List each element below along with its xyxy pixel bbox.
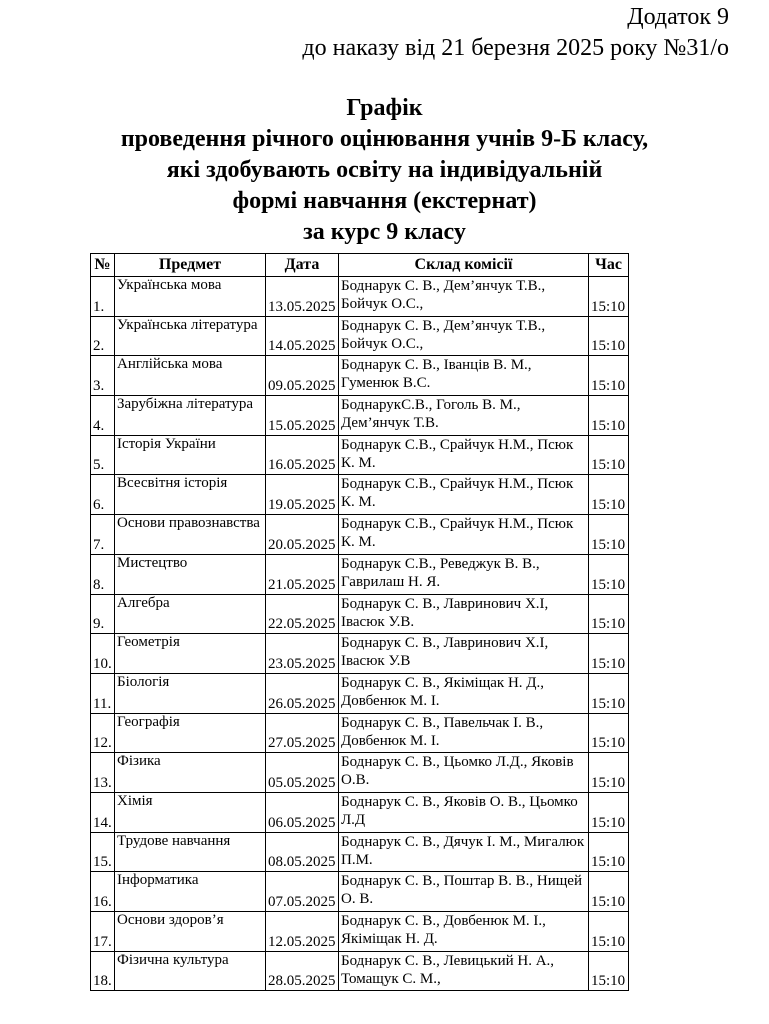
date-cell: 14.05.2025 [266,316,339,356]
subject-cell: Фізика [115,753,266,793]
schedule-table-body [91,277,629,991]
table-row [91,316,629,356]
annex-number: Додаток 9 [627,4,729,30]
row-number: 7. [91,515,115,555]
commission-cell: Боднарук С. В., Павельчак І. В., Довбенюк М. І. [339,713,589,753]
subject-cell: Зарубіжна література [115,396,266,436]
commission-cell: Боднарук С. В., Цьомко Л.Д., Яковів О.В. [339,753,589,793]
title-line: за курс 9 класу [303,219,466,245]
title-line: проведення річного оцінювання учнів 9-Б класу, [120,126,649,152]
date-cell: 26.05.2025 [266,673,339,713]
row-number: 3. [91,356,115,396]
subject-cell: Українська література [115,316,266,356]
subject-cell: Інформатика [115,872,266,912]
time-cell: 15:10 [589,515,629,555]
table-row [91,554,629,594]
commission-cell: Боднарук С. В., Іванців В. М., Гуменюк В.С. [339,356,589,396]
row-number: 2. [91,316,115,356]
table-row [91,356,629,396]
subject-cell: Англійська мова [115,356,266,396]
row-number: 1. [91,277,115,317]
date-cell: 07.05.2025 [266,872,339,912]
date-cell: 23.05.2025 [266,634,339,674]
commission-cell: Боднарук С. В., Дячук І. М., Мигалюк П.М. [339,832,589,872]
table-row [91,475,629,515]
table-row [91,951,629,991]
schedule-table [90,253,629,991]
row-number: 12. [91,713,115,753]
table-row [91,792,629,832]
row-number: 11. [91,673,115,713]
column-header-time: Час [589,254,629,277]
time-cell: 15:10 [589,396,629,436]
time-cell: 15:10 [589,753,629,793]
date-cell: 05.05.2025 [266,753,339,793]
column-header-subject: Предмет [115,254,266,277]
commission-cell: Боднарук С.В., Срайчук Н.М., Псюк К. М. [339,475,589,515]
time-cell: 15:10 [589,832,629,872]
annex-header [302,2,729,64]
subject-cell: Історія України [115,435,266,475]
table-row [91,753,629,793]
commission-cell: Боднарук С. В., Лавринович Х.І, Івасюк У.В [339,634,589,674]
row-number: 9. [91,594,115,634]
time-cell: 15:10 [589,872,629,912]
order-reference: до наказу від 21 березня 2025 року №31/о [302,35,729,61]
subject-cell: Географія [115,713,266,753]
date-cell: 15.05.2025 [266,396,339,436]
date-cell: 20.05.2025 [266,515,339,555]
table-row [91,515,629,555]
commission-cell: Боднарук С.В., Срайчук Н.М., Псюк К. М. [339,435,589,475]
date-cell: 13.05.2025 [266,277,339,317]
commission-cell: Боднарук С.В., Срайчук Н.М., Псюк К. М. [339,515,589,555]
commission-cell: Боднарук С.В., Реведжук В. В., Гаврилаш Н. Я. [339,554,589,594]
column-header-number: № [91,254,115,277]
time-cell: 15:10 [589,554,629,594]
commission-cell: Боднарук С. В., Дем’янчук Т.В., Бойчук О.С., [339,277,589,317]
time-cell: 15:10 [589,356,629,396]
document-title [0,93,769,248]
time-cell: 15:10 [589,277,629,317]
subject-cell: Фізична культура [115,951,266,991]
row-number: 5. [91,435,115,475]
time-cell: 15:10 [589,594,629,634]
row-number: 13. [91,753,115,793]
date-cell: 27.05.2025 [266,713,339,753]
table-row [91,912,629,952]
row-number: 8. [91,554,115,594]
table-row [91,396,629,436]
row-number: 16. [91,872,115,912]
time-cell: 15:10 [589,713,629,753]
date-cell: 22.05.2025 [266,594,339,634]
date-cell: 12.05.2025 [266,912,339,952]
row-number: 14. [91,792,115,832]
table-row [91,277,629,317]
time-cell: 15:10 [589,912,629,952]
row-number: 4. [91,396,115,436]
table-row [91,872,629,912]
commission-cell: Боднарук С. В., Лавринович Х.І, Івасюк У.В. [339,594,589,634]
table-row [91,713,629,753]
subject-cell: Мистецтво [115,554,266,594]
column-header-commission: Склад комісії [339,254,589,277]
subject-cell: Біологія [115,673,266,713]
title-line: Графік [346,95,423,121]
commission-cell: БоднарукС.В., Гоголь В. М., Дем’янчук Т.В. [339,396,589,436]
subject-cell: Всесвітня історія [115,475,266,515]
commission-cell: Боднарук С. В., Яковів О. В., Цьомко Л.Д [339,792,589,832]
subject-cell: Алгебра [115,594,266,634]
title-line: які здобувають освіту на індивідуальній [166,157,603,183]
table-row [91,832,629,872]
subject-cell: Основи здоров’я [115,912,266,952]
time-cell: 15:10 [589,673,629,713]
date-cell: 09.05.2025 [266,356,339,396]
table-row [91,594,629,634]
time-cell: 15:10 [589,435,629,475]
table-row [91,673,629,713]
subject-cell: Геометрія [115,634,266,674]
subject-cell: Трудове навчання [115,832,266,872]
row-number: 6. [91,475,115,515]
time-cell: 15:10 [589,792,629,832]
commission-cell: Боднарук С. В., Якіміщак Н. Д., Довбенюк М. І. [339,673,589,713]
commission-cell: Боднарук С. В., Довбенюк М. І., Якіміщак Н. Д. [339,912,589,952]
row-number: 10. [91,634,115,674]
row-number: 18. [91,951,115,991]
date-cell: 21.05.2025 [266,554,339,594]
date-cell: 28.05.2025 [266,951,339,991]
commission-cell: Боднарук С. В., Дем’янчук Т.В., Бойчук О.С., [339,316,589,356]
row-number: 15. [91,832,115,872]
time-cell: 15:10 [589,475,629,515]
time-cell: 15:10 [589,316,629,356]
time-cell: 15:10 [589,634,629,674]
table-header-row [91,254,629,277]
subject-cell: Хімія [115,792,266,832]
title-line: формі навчання (екстернат) [232,188,537,214]
time-cell: 15:10 [589,951,629,991]
column-header-date: Дата [266,254,339,277]
date-cell: 19.05.2025 [266,475,339,515]
date-cell: 06.05.2025 [266,792,339,832]
date-cell: 16.05.2025 [266,435,339,475]
row-number: 17. [91,912,115,952]
table-row [91,435,629,475]
date-cell: 08.05.2025 [266,832,339,872]
commission-cell: Боднарук С. В., Поштар В. В., Нищей О. В. [339,872,589,912]
subject-cell: Основи правознавства [115,515,266,555]
subject-cell: Українська мова [115,277,266,317]
table-row [91,634,629,674]
commission-cell: Боднарук С. В., Левицький Н. А., Томащук С. М., [339,951,589,991]
